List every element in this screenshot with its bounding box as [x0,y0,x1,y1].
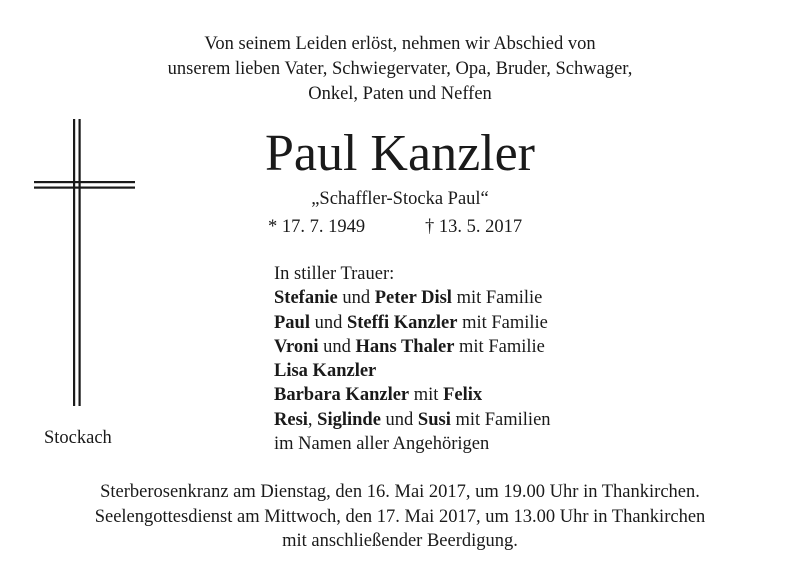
services-info [0,480,800,554]
place-name: Stockach [44,428,112,448]
intro-line: Von seinem Leiden erlöst, nehmen wir Abschied von [204,34,596,54]
service-line: mit anschließender Beerdigung. [282,531,518,551]
mourner-name: Lisa Kanzler [274,361,377,382]
mourner-name: Hans Thaler [355,336,455,357]
mourner-name: Stefanie [274,288,338,309]
mourner-text: mit Familien [450,409,551,430]
birth-date: * 17. 7. 1949 [268,217,366,237]
mourner-name: Barbara Kanzler [274,385,410,406]
mourners-closing: im Namen aller Angehörigen [274,434,490,455]
mourner-name: Peter Disl [374,288,452,309]
mourners-list [274,262,551,456]
mourner-line [274,286,551,310]
mourner-text: mit [409,385,444,406]
mourner-name: Vroni [274,336,319,357]
mourner-name: Susi [417,409,451,430]
mourner-name: Resi [274,409,308,430]
mourner-line [274,335,551,359]
mourner-name: Felix [443,385,483,406]
mourner-line [274,311,551,335]
mourner-text: , [307,409,318,430]
mourner-text: mit Familie [457,312,548,333]
deceased-name: Paul Kanzler [264,125,535,182]
deceased-nickname: „Schaffler-Stocka Paul“ [311,189,489,209]
intro-line: Onkel, Paten und Neffen [308,84,492,104]
mourner-text: und [318,336,356,357]
mourner-line [274,408,551,432]
mourners-heading: In stiller Trauer: [274,264,395,284]
mourner-line [274,359,551,383]
death-date: † 13. 5. 2017 [425,217,523,237]
mourner-text: mit Familie [451,288,543,309]
mourner-text: und [380,409,418,430]
mourner-name: Siglinde [317,409,381,430]
mourner-name: Paul [274,312,310,333]
cross-icon [0,0,140,420]
service-line: Sterberosenkranz am Dienstag, den 16. Mai 2017, um 19.00 Uhr in Thankirchen. [100,482,700,502]
intro-line: unserem lieben Vater, Schwiegervater, Opa, Bruder, Schwager, [167,59,633,79]
service-line: Seelengottesdienst am Mittwoch, den 17. Mai 2017, um 13.00 Uhr in Thankirchen [94,506,706,527]
mourner-name: Steffi Kanzler [346,312,458,333]
mourner-line [274,383,551,407]
mourner-text: und [337,288,375,309]
mourner-text: und [309,312,347,333]
mourner-text: mit Familie [454,336,545,357]
